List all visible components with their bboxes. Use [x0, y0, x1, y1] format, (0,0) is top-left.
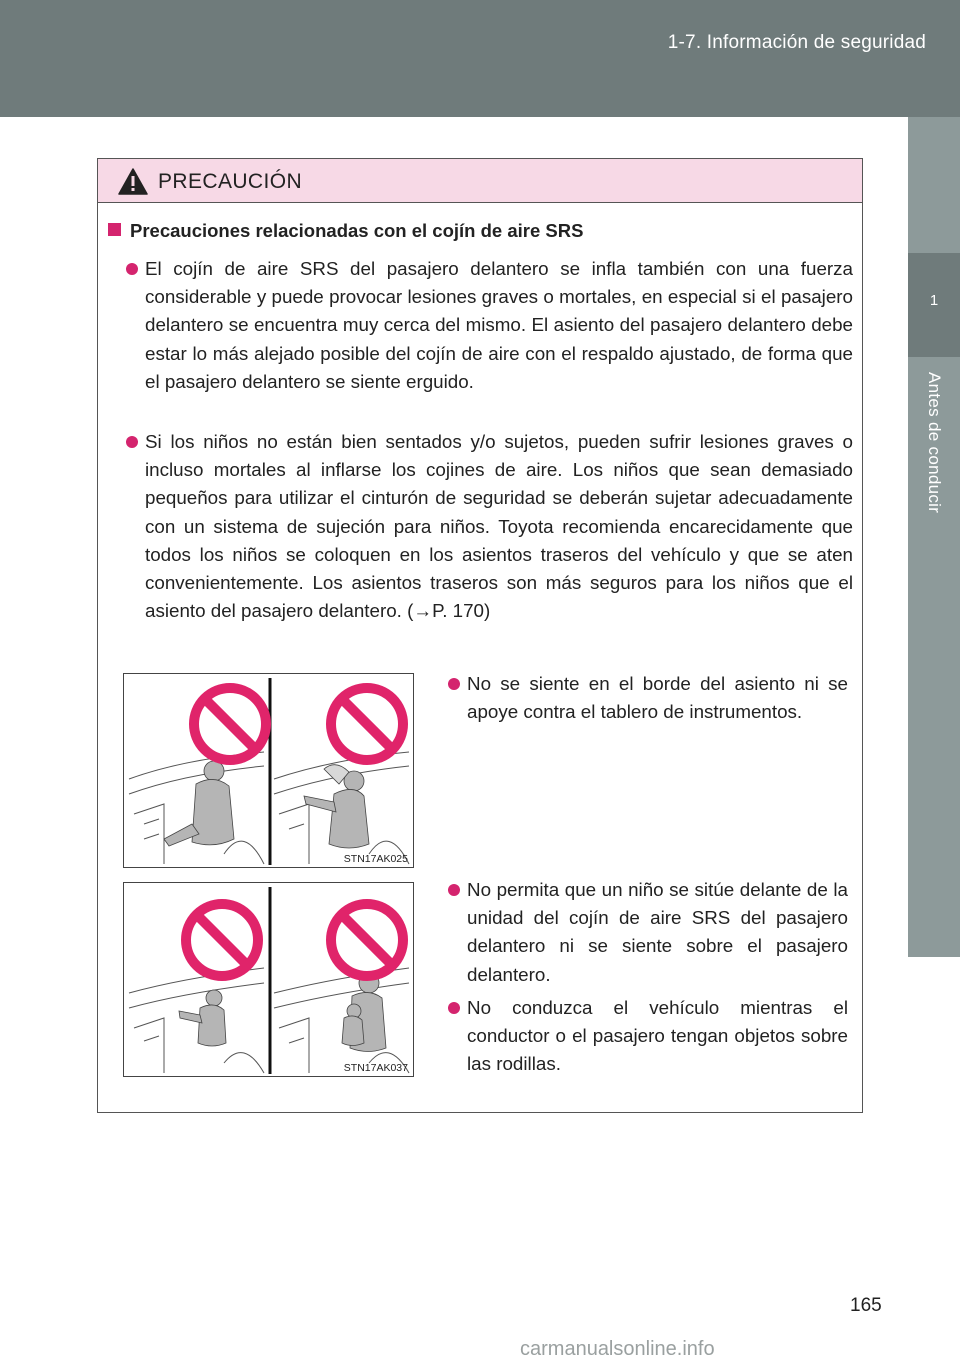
bullet-dot-icon [448, 1002, 460, 1014]
chapter-label-container [910, 372, 958, 572]
warning-triangle-icon [118, 168, 148, 195]
illustration-child-front [123, 882, 414, 1077]
chapter-number: 1 [929, 292, 939, 309]
bullet-dot-icon [126, 436, 138, 448]
bullet-item [145, 255, 853, 396]
bullet-text: No permita que un niño se sitúe delante de la unidad del cojín de aire SRS del pasajero delantero ni se siente sobre el pasajero delantero. [467, 879, 848, 985]
bullet-text: No conduzca el vehículo mientras el conductor o el pasajero tengan objetos sobre las rodillas. [467, 997, 848, 1075]
illustration-child-front-drawing [124, 883, 414, 1077]
section-heading [108, 220, 583, 242]
bullet-item [467, 670, 848, 726]
bullet-dot-icon [448, 884, 460, 896]
caution-title: PRECAUCIÓN [158, 170, 303, 193]
bullet-text: El cojín de aire SRS del pasajero delantero se infla también con una fuerza considerable y puede provocar lesiones graves o mortales, en especial si el pasajero delantero se encuentra muy cerca del mismo. El asiento del pasajero delantero debe estar lo más alejado posible del cojín de aire con el respaldo ajustado, de forma que el pasajero delantero se siente erguido. [145, 258, 853, 392]
illustration-code: STN17AK037 [343, 1062, 408, 1074]
page-number: 165 [850, 1295, 882, 1316]
watermark: carmanualsonline.info [520, 1338, 715, 1360]
illustration-seat-edge-drawing [124, 674, 414, 868]
header-band [0, 0, 960, 117]
chapter-label: Antes de conducir [925, 372, 944, 514]
section-heading-text: Precauciones relacionadas con el cojín de aire SRS [130, 220, 584, 241]
illustration-code: STN17AK025 [343, 853, 408, 865]
bullet-dot-icon [448, 678, 460, 690]
bullet-dot-icon [126, 263, 138, 275]
illustration-seat-edge [123, 673, 414, 868]
bullet-item [467, 876, 848, 989]
bullet-item [145, 428, 853, 625]
square-bullet-icon [108, 223, 121, 236]
caution-header [98, 159, 862, 203]
bullet-text: Si los niños no están bien sentados y/o sujetos, pueden sufrir lesiones graves o incluso mortales al inflarse los cojines de aire. Los niños que sean demasiado pequeños para utilizar el cinturón de seguridad se deberán sujetar adecuadamente con un sistema de sujeción para niños. Toyota recomienda encarecidamente que todos los niños se coloquen en los asientos traseros del vehículo y que se aten convenientemente. Los asientos traseros son más seguros para los niños que el asiento del pasajero delantero. (→P. 170) [145, 431, 853, 622]
bullet-text: No se siente en el borde del asiento ni se apoye contra el tablero de instrumentos. [467, 673, 848, 723]
bullet-item [467, 994, 848, 1079]
section-title: 1-7. Información de seguridad [667, 32, 926, 53]
